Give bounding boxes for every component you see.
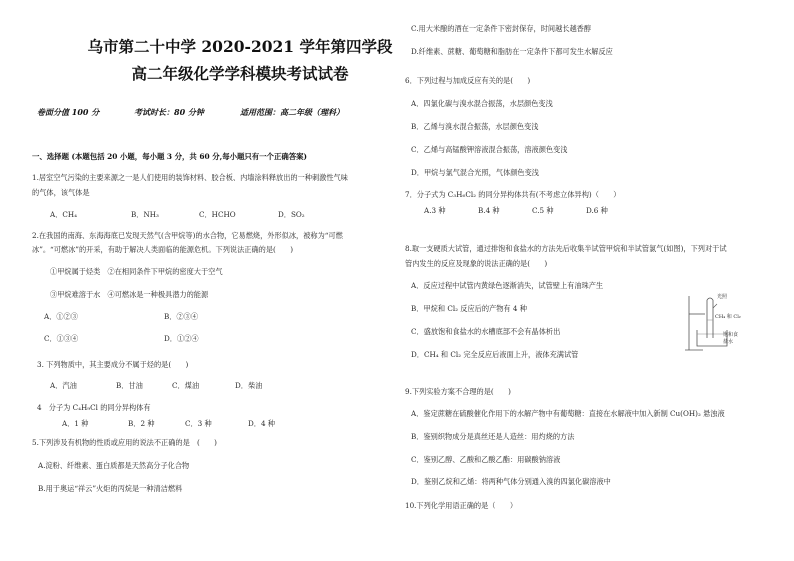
- q1-stem: 1.居室空气污染的主要来源之一是人们使用的装饰材料、胶合板、内墙涂料释放出的一种刺激性气味: [32, 173, 348, 182]
- q3-option-d: D．柴油: [235, 381, 263, 390]
- q4-option-a: A．1 种: [62, 419, 89, 428]
- q3-option-a: A．汽油: [50, 381, 77, 390]
- q1-option-c: C．HCHO: [199, 210, 236, 219]
- q9-option-a: A．鉴定蔗糖在硫酸催化作用下的水解产物中有葡萄糖：直接在水解液中加入新制 Cu(OH)₂ 悬浊液: [411, 409, 725, 418]
- q5-option-d: D.纤维素、蔗糖、葡萄糖和脂肪在一定条件下都可发生水解反应: [411, 47, 613, 56]
- q9-stem: 9.下列实验方案不合理的是( ): [405, 387, 511, 396]
- q2-statement-2: ③甲烷难溶于水 ④可燃冰是一种极具潜力的能源: [50, 290, 209, 299]
- q9-option-b: B．鉴别织物成分是真丝还是人造丝：用灼烧的方法: [411, 432, 575, 441]
- q4-option-d: D．4 种: [248, 419, 275, 428]
- q8-stem: 8.取一支硬质大试管，通过排饱和食盐水的方法先后收集半试管甲烷和半试管氯气(如图)，下列对于试: [405, 244, 727, 253]
- q6-stem: 6．下列过程与加成反应有关的是( ): [405, 76, 531, 85]
- q4-stem: 4 分子为 C₄H₉Cl 的同分异构体有: [37, 403, 151, 412]
- q2-option-c: C．①③④: [44, 334, 79, 343]
- q7-stem: 7．分子式为 C₃H₆Cl₂ 的同分异构体共有(不考虑立体异构)（ ）: [405, 190, 621, 199]
- q3-option-c: C．煤油: [172, 381, 200, 390]
- scope-label: 适用范围：高二年级（理科）: [240, 107, 344, 117]
- q1-option-a: A．CH₄: [50, 210, 78, 219]
- q5-option-b: B.用于奥运“祥云”火炬的丙烷是一种清洁燃料: [38, 484, 183, 493]
- q5-stem: 5.下列涉及有机物的性质或应用的说法不正确的是 ( ): [32, 438, 217, 447]
- exam-title: 乌市第二十中学 2020-2021 学年第四学段: [87, 37, 393, 56]
- q8-stem-cont: 管内发生的反应及现象的说法正确的是( ): [405, 259, 548, 268]
- q6-option-b: B．乙烯与溴水混合振荡，水层颜色变浅: [411, 122, 539, 131]
- q8-apparatus-figure: [683, 292, 745, 354]
- q5-option-a: A.淀粉、纤维素、蛋白质都是天然高分子化合物: [38, 461, 190, 470]
- q6-option-c: C．乙烯与高锰酸钾溶液混合振荡，溶液颜色变浅: [411, 145, 568, 154]
- q4-option-b: B．2 种: [128, 419, 155, 428]
- q7-option-a: A.3 种: [424, 206, 446, 215]
- q2-statement-1: ①甲烷属于烃类 ②在相同条件下甲烷的密度大于空气: [50, 267, 223, 276]
- q2-stem-cont: 冰”。“可燃冰”的开采，有助于解决人类面临的能源危机。下列说法正确的是( ): [32, 245, 294, 254]
- time-label: 考试时长：80 分钟: [134, 107, 204, 117]
- label-light: 光照: [717, 294, 728, 300]
- q2-option-a: A．①②③: [44, 312, 78, 321]
- q2-stem: 2.在我国的南海、东海海底已发现天然气(含甲烷等)的水合物，它易燃烧，外形似冰，被称为“可燃: [32, 231, 343, 240]
- q7-option-c: C.5 种: [532, 206, 554, 215]
- exam-subtitle: 高二年级化学学科模块考试试卷: [131, 64, 349, 83]
- q1-option-d: D．SO₂: [278, 210, 305, 219]
- q4-option-c: C．3 种: [185, 419, 212, 428]
- section-heading: 一、选择题 (本题包括 20 小题，每小题 3 分，共 60 分,每小题只有一个正确答案): [32, 152, 308, 161]
- q7-option-b: B.4 种: [478, 206, 500, 215]
- q5-option-c: C.用大米酿的酒在一定条件下密封保存，时间越长越香醇: [411, 24, 592, 33]
- q8-option-d: D．CH₄ 和 Cl₂ 完全反应后液面上升，液体充满试管: [411, 350, 579, 359]
- q8-option-b: B．甲烷和 Cl₂ 反应后的产物有 4 种: [411, 304, 527, 313]
- q3-option-b: B．甘油: [116, 381, 143, 390]
- q7-option-d: D.6 种: [586, 206, 608, 215]
- label-brine-cont: 盐水: [723, 339, 734, 345]
- q2-option-b: B．②③④: [164, 312, 199, 321]
- q9-option-c: C．鉴别乙醇、乙酸和乙酸乙酯：用碳酸钠溶液: [411, 455, 561, 464]
- q6-option-d: D．甲烷与氯气混合光照，气体颜色变浅: [411, 168, 539, 177]
- test-tube-diagram: [683, 292, 745, 354]
- q8-option-a: A．反应过程中试管内黄绿色逐渐消失，试管壁上有油珠产生: [411, 281, 604, 290]
- q2-option-d: D．①②④: [164, 334, 199, 343]
- label-brine: 饱和食: [723, 332, 739, 338]
- q10-stem: 10.下列化学用语正确的是（ ）: [405, 501, 518, 510]
- q9-option-d: D．鉴别乙烷和乙烯：将两种气体分别通入溴的四氯化碳溶液中: [411, 477, 611, 486]
- q1-option-b: B．NH₃: [131, 210, 159, 219]
- q1-stem-cont: 的气体，该气体是: [32, 188, 90, 197]
- q6-option-a: A．四氯化碳与溴水混合振荡，水层颜色变浅: [411, 99, 553, 108]
- q3-stem: 3. 下列物质中，其主要成分不属于烃的是( ): [37, 360, 189, 369]
- score-label: 卷面分值 100 分: [37, 107, 100, 117]
- label-gas: CH₄ 和 Cl₂: [715, 314, 741, 320]
- q8-option-c: C．盛放饱和食盐水的水槽底部不会有晶体析出: [411, 327, 561, 336]
